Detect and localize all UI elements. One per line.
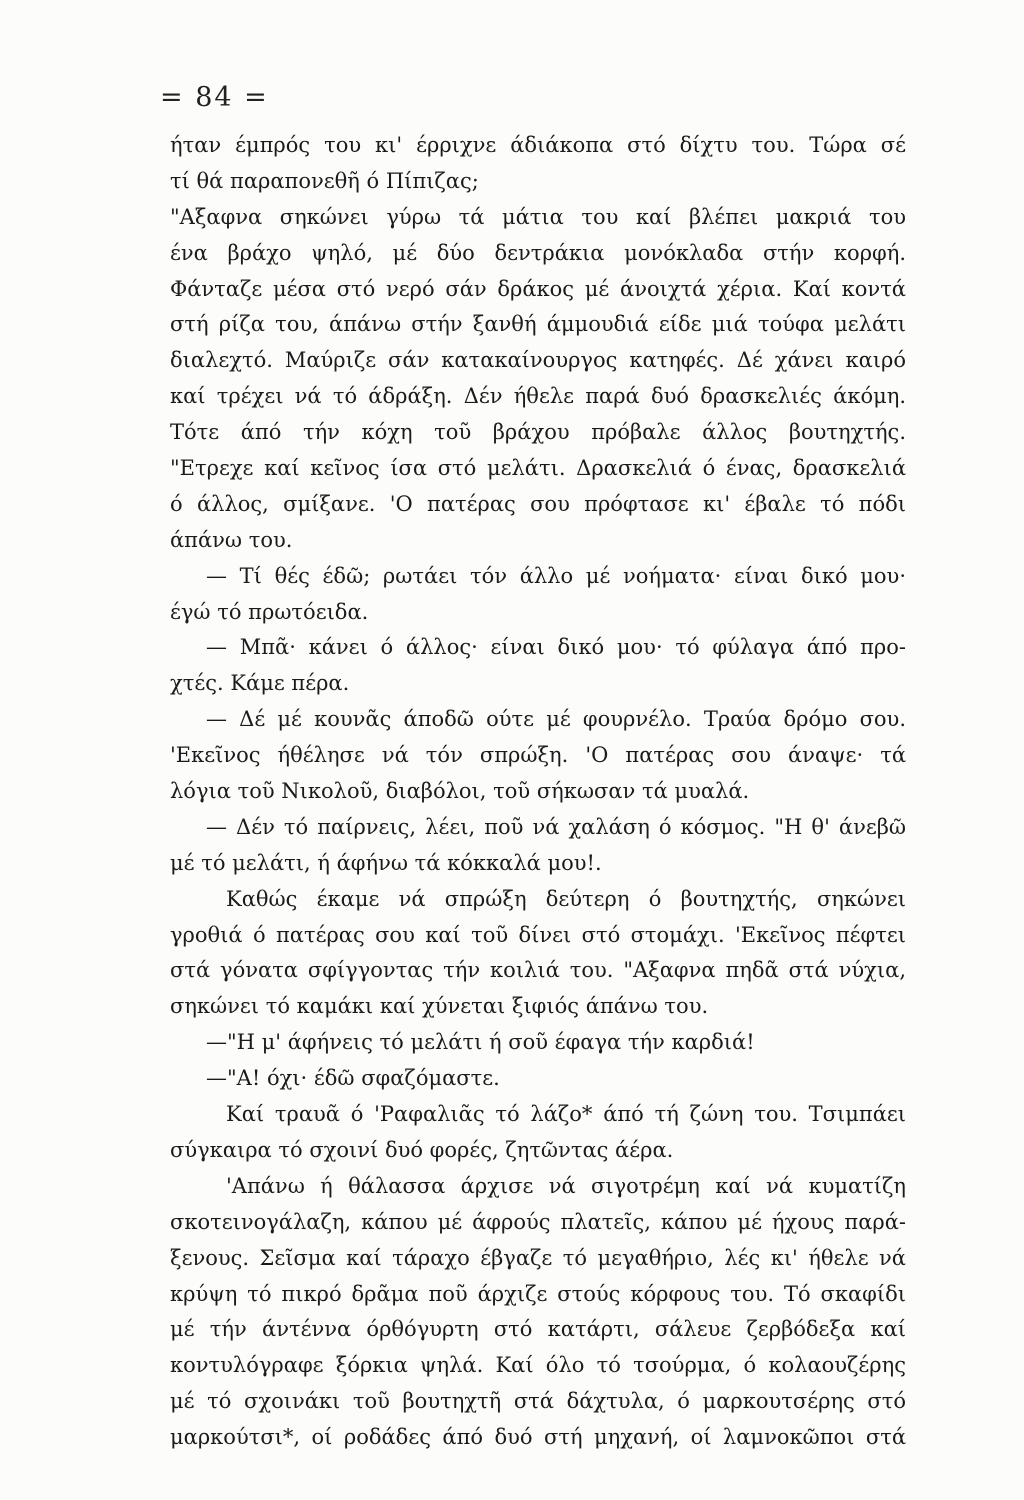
text-line: κρύψη τό πικρό δρᾶμα ποῦ άρχιζε στούς κόρφους του. Τό σκαφίδι	[170, 1281, 906, 1306]
text-line: Φάνταζε μέσα στό νερό σάν δράκος μέ άνοιχτά χέρια. Καί κοντά	[170, 276, 906, 301]
text-line: μέ τήν άντέννα όρθόγυρτη στό κατάρτι, σάλευε ζερβόδεξα καί	[170, 1317, 906, 1342]
text-line: μέ τό σχοινάκι τοῦ βουτηχτῆ στά δάχτυλα, ό μαρκουτσέρης στό	[170, 1389, 906, 1414]
text-line: διαλεχτό. Μαύριζε σάν κατακαίνουργος κατηφές. Δέ χάνει καιρό	[170, 348, 906, 373]
text-line: σύγκαιρα τό σχοινί δυό φορές, ζητῶντας άέρα.	[170, 1137, 674, 1162]
text-line: σηκώνει τό καμάκι καί χύνεται ξιφιός άπάνω του.	[170, 994, 709, 1019]
text-line: "Ετρεχε καί κεῖνος ίσα στό μελάτι. Δρασκελιά ό ένας, δρασκελιά	[170, 456, 906, 481]
text-line: άπάνω του.	[170, 527, 293, 552]
text-line: γροθιά ό πατέρας σου καί τοῦ δίνει στό στομάχι. 'Εκεῖνος πέφτει	[170, 922, 906, 947]
text-line: —"Α! όχι· έδῶ σφαζόμαστε.	[206, 1066, 500, 1091]
text-line: — Δέν τό παίρνεις, λέει, ποῦ νά χαλάση ό κόσμος. "Η θ' άνεβῶ	[206, 814, 906, 839]
text-line: — Δέ μέ κουνᾶς άποδῶ ούτε μέ φουρνέλο. Τραύα δρόμο σου.	[206, 707, 906, 732]
text-line: κοντυλόγραφε ξόρκια ψηλά. Καί όλο τό τσούρμα, ό κολαουζέρης	[170, 1353, 906, 1378]
text-line: μαρκούτσι*, οί ροδάδες άπό δυό στή μηχανή, οί λαμνοκῶποι στά	[170, 1425, 906, 1450]
text-line: ένα βράχο ψηλό, μέ δύο δεντράκια μονόκλαδα στήν κορφή.	[170, 240, 906, 265]
text-line: χτές. Κάμε πέρα.	[170, 671, 350, 696]
text-line: έγώ τό πρωτόειδα.	[170, 599, 369, 624]
text-line: — Τί θές έδῶ; ρωτάει τόν άλλο μέ νοήματα· είναι δικό μου·	[206, 563, 906, 588]
text-line: λόγια τοῦ Νικολοῦ, διαβόλοι, τοῦ σήκωσαν τά μυαλά.	[170, 779, 750, 804]
text-line: στά γόνατα σφίγγοντας τήν κοιλιά του. "Αξαφνα πηδᾶ στά νύχια,	[170, 958, 906, 983]
text-line: τί θά παραπονεθῆ ό Πίπιζας;	[170, 168, 479, 193]
text-line: Τότε άπό τήν κόχη τοῦ βράχου πρόβαλε άλλος βουτηχτής.	[170, 420, 906, 445]
text-line: Καί τραυᾶ ό 'Ραφαλιᾶς τό λάζο* άπό τή ζώνη του. Τσιμπάει	[226, 1102, 906, 1127]
body-text	[170, 128, 906, 1456]
text-line: "Αξαφνα σηκώνει γύρω τά μάτια του καί βλέπει μακριά του	[170, 204, 906, 229]
text-line: καί τρέχει νά τό άδράξη. Δέν ήθελε παρά δυό δρασκελιές άκόμη.	[170, 384, 906, 409]
text-line: ξενους. Σεῖσμα καί τάραχο έβγαζε τό μεγαθήριο, λές κι' ήθελε νά	[170, 1245, 906, 1270]
text-line: 'Εκεῖνος ήθέλησε νά τόν σπρώξη. 'Ο πατέρας σου άναψε· τά	[170, 743, 906, 768]
text-line: μέ τό μελάτι, ή άφήνω τά κόκκαλά μου!.	[170, 850, 602, 875]
text-line: —"Η μ' άφήνεις τό μελάτι ή σοῦ έφαγα τήν καρδιά!	[206, 1030, 755, 1055]
text-line: Καθώς έκαμε νά σπρώξη δεύτερη ό βουτηχτής, σηκώνει	[226, 886, 906, 911]
text-line: 'Απάνω ή θάλασσα άρχισε νά σιγοτρέμη καί νά κυματίζη	[226, 1173, 906, 1198]
page-number: = 84 =	[160, 82, 269, 113]
text-line: — Μπᾶ· κάνει ό άλλος· είναι δικό μου· τό φύλαγα άπό προ-	[206, 635, 906, 660]
text-line: σκοτεινογάλαζη, κάπου μέ άφρούς πλατεῖς, κάπου μέ ήχους παρά-	[170, 1209, 906, 1234]
text-line: στή ρίζα του, άπάνω στήν ξανθή άμμουδιά είδε μιά τούφα μελάτι	[170, 312, 906, 337]
text-line: ό άλλος, σμίξανε. 'Ο πατέρας σου πρόφτασε κι' έβαλε τό πόδι	[170, 491, 906, 516]
text-line: ήταν έμπρός του κι' έρριχνε άδιάκοπα στό δίχτυ του. Τώρα σέ	[170, 133, 906, 157]
